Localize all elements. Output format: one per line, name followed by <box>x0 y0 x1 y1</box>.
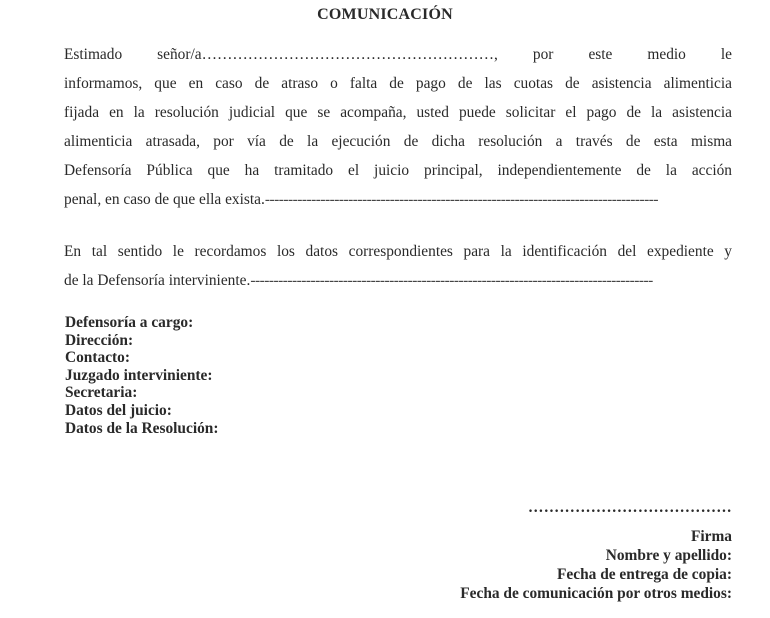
paragraph-line: alimenticia atrasada, por vía de la ejecución de dicha resolución a través de esta misma <box>64 133 732 150</box>
dash-filler: --------------------------------------------------------------------------------------- <box>250 272 653 289</box>
paragraph-intro <box>64 40 732 214</box>
field-datos-juicio: Datos del juicio: <box>65 401 172 419</box>
field-defensoria: Defensoría a cargo: <box>65 314 194 331</box>
paragraph-line: En tal sentido le recordamos los datos correspondientes para la identificación del expediente y <box>64 243 732 260</box>
copy-date-label: Fecha de entrega de copia: <box>557 566 732 583</box>
field-datos-resolucion: Datos de la Resolución: <box>65 419 219 437</box>
paragraph-line: fijada en la resolución judicial que se acompaña, usted puede solicitar el pago de la asistencia <box>64 104 732 121</box>
paragraph-last-line <box>64 266 732 295</box>
field-juzgado: Juzgado interviniente: <box>65 366 213 384</box>
communication-date-label: Fecha de comunicación por otros medios: <box>460 585 732 602</box>
signature-block <box>460 498 732 603</box>
paragraph-line: Defensoría Pública que ha tramitado el juicio principal, independientemente de la acción <box>64 162 732 179</box>
document-title: COMUNICACIÓN <box>317 6 453 23</box>
paragraph-line: informamos, que en caso de atraso o falta de pago de las cuotas de asistencia alimenticia <box>64 75 732 92</box>
paragraph-reminder <box>64 237 732 295</box>
paragraph-last-line-text: penal, en caso de que ella exista. <box>64 191 265 208</box>
signature-line: ………………………………… <box>528 499 732 516</box>
paragraph-line: Estimado señor/a…………………………………………………, por este medio le <box>64 46 732 63</box>
name-label: Nombre y apellido: <box>605 547 732 564</box>
data-fields-list <box>65 314 218 437</box>
paragraph-last-line-text: de la Defensoría interviniente. <box>64 272 251 289</box>
dash-filler: ------------------------------------------------------------------------------------- <box>264 191 659 208</box>
signature-label: Firma <box>690 528 732 545</box>
field-secretaria: Secretaria: <box>65 384 138 402</box>
paragraph-last-line <box>64 185 732 214</box>
field-direccion: Dirección: <box>65 331 134 349</box>
field-contacto: Contacto: <box>65 349 130 367</box>
